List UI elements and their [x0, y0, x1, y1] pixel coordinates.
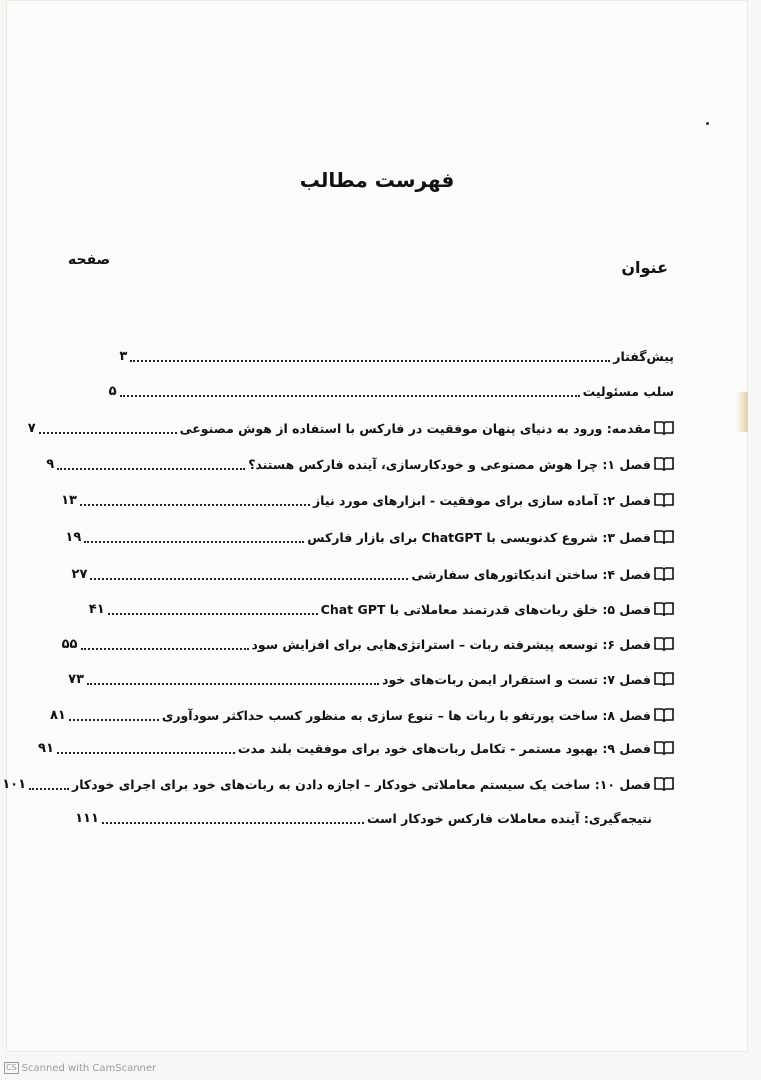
dot-leader	[81, 648, 249, 650]
toc-entry-page: ۷	[27, 420, 36, 436]
toc-entry-page: ۱۰۱	[2, 776, 27, 792]
toc-entry-title: فصل ۹: بهبود مستمر - تکامل ربات‌های خود برای موفقیت بلند مدت	[237, 740, 651, 756]
toc-entry[interactable]	[61, 488, 674, 512]
toc-entry-title: فصل ۷: تست و استقرار ایمن ربات‌های خود	[382, 671, 651, 687]
toc-entry[interactable]	[28, 416, 674, 440]
toc-entry[interactable]	[46, 452, 674, 476]
document-page	[2, 0, 748, 1052]
dot-leader	[80, 504, 310, 506]
toc-entry-title: پیش‌گفتار	[613, 348, 674, 364]
toc-entry-title: فصل ۲: آماده سازی برای موفقیت - ابزارهای مورد نیاز	[312, 492, 651, 508]
toc-entry-title: فصل ۴: ساختن اندیکاتورهای سفارشی	[411, 566, 651, 582]
toc-entry[interactable]	[50, 703, 674, 727]
open-book-icon	[654, 492, 674, 508]
toc-entry-title: فصل ۱: چرا هوش مصنوعی و خودکارسازی، آینده فارکس هستند؟	[248, 456, 651, 472]
toc-entry-title: فصل ۸: ساخت پورتفو با ربات ها – تنوع سازی به منظور کسب حداکثر سودآوری	[161, 707, 651, 723]
dot-leader	[84, 541, 304, 543]
open-book-icon	[654, 529, 674, 545]
toc-entry[interactable]	[75, 806, 652, 830]
open-book-icon	[654, 740, 674, 756]
toc-entry[interactable]	[68, 667, 674, 691]
toc-entry-page: ۵۵	[61, 636, 78, 652]
dot-leader	[69, 719, 159, 721]
watermark-text: Scanned with CamScanner	[21, 1062, 157, 1074]
toc-entry[interactable]	[89, 597, 674, 621]
camscanner-icon: CS	[6, 1063, 17, 1072]
toc-entry-page: ۹	[46, 456, 55, 472]
toc-entry-page: ۱۱۱	[75, 810, 99, 826]
page-edge-tab	[736, 392, 748, 432]
toc-entry-page: ۲۷	[71, 566, 88, 582]
stray-mark	[706, 122, 709, 125]
toc-entry[interactable]	[62, 632, 674, 656]
dot-leader	[39, 432, 177, 434]
open-book-icon	[654, 566, 674, 582]
toc-entry-title: فصل ۳: شروع کدنویسی با ChatGPT برای بازار فارکس	[307, 529, 651, 545]
toc-entry[interactable]	[72, 562, 674, 586]
toc-entry[interactable]	[38, 736, 674, 760]
open-book-icon	[654, 420, 674, 436]
dot-leader	[102, 822, 364, 824]
dot-leader	[57, 468, 245, 470]
column-header-title: عنوان	[621, 258, 668, 277]
dot-leader	[57, 752, 235, 754]
toc-entry-title: فصل ۵: خلق ربات‌های قدرتمند معاملاتی با Chat GPT	[320, 601, 651, 617]
toc-entry[interactable]	[119, 344, 674, 368]
dot-leader	[120, 395, 580, 397]
toc-entry-page: ۵	[108, 383, 117, 399]
open-book-icon	[654, 776, 674, 792]
toc-entry-title: نتیجه‌گیری: آینده معاملات فارکس خودکار است	[366, 810, 652, 826]
toc-entry-title: سلب مسئولیت	[582, 383, 674, 399]
dot-leader	[90, 578, 408, 580]
toc-entry[interactable]	[109, 379, 674, 403]
toc-entry[interactable]	[2, 772, 674, 796]
open-book-icon	[654, 671, 674, 687]
dot-leader	[29, 788, 69, 790]
open-book-icon	[654, 456, 674, 472]
dot-leader	[87, 683, 379, 685]
open-book-icon	[654, 601, 674, 617]
toc-entry-title: مقدمه: ورود به دنیای پنهان موفقیت در فارکس با استفاده از هوش مصنوعی	[179, 420, 651, 436]
toc-entry[interactable]	[65, 525, 674, 549]
toc-entry-page: ۷۳	[68, 671, 85, 687]
toc-entry-page: ۱۳	[61, 492, 77, 508]
toc-entry-page: ۳	[119, 348, 128, 364]
toc-entry-title: فصل ۱۰: ساخت یک سیستم معاملاتی خودکار – اجازه دادن به ربات‌های خود برای اجرای خودکار	[72, 776, 651, 792]
column-header-page: صفحه	[68, 252, 111, 268]
toc-entry-page: ۴۱	[88, 601, 105, 617]
toc-entry-page: ۸۱	[50, 707, 66, 723]
dot-leader	[108, 613, 318, 615]
scanner-watermark	[4, 1062, 156, 1074]
page-title: فهرست مطالب	[299, 168, 455, 192]
toc-entry-page: ۱۹	[65, 529, 82, 545]
open-book-icon	[654, 707, 674, 723]
toc-entry-page: ۹۱	[38, 740, 54, 756]
toc-entry-title: فصل ۶: توسعه پیشرفته ربات – استراتژی‌هایی برای افزایش سود	[251, 636, 651, 652]
dot-leader	[130, 360, 610, 362]
open-book-icon	[654, 636, 674, 652]
